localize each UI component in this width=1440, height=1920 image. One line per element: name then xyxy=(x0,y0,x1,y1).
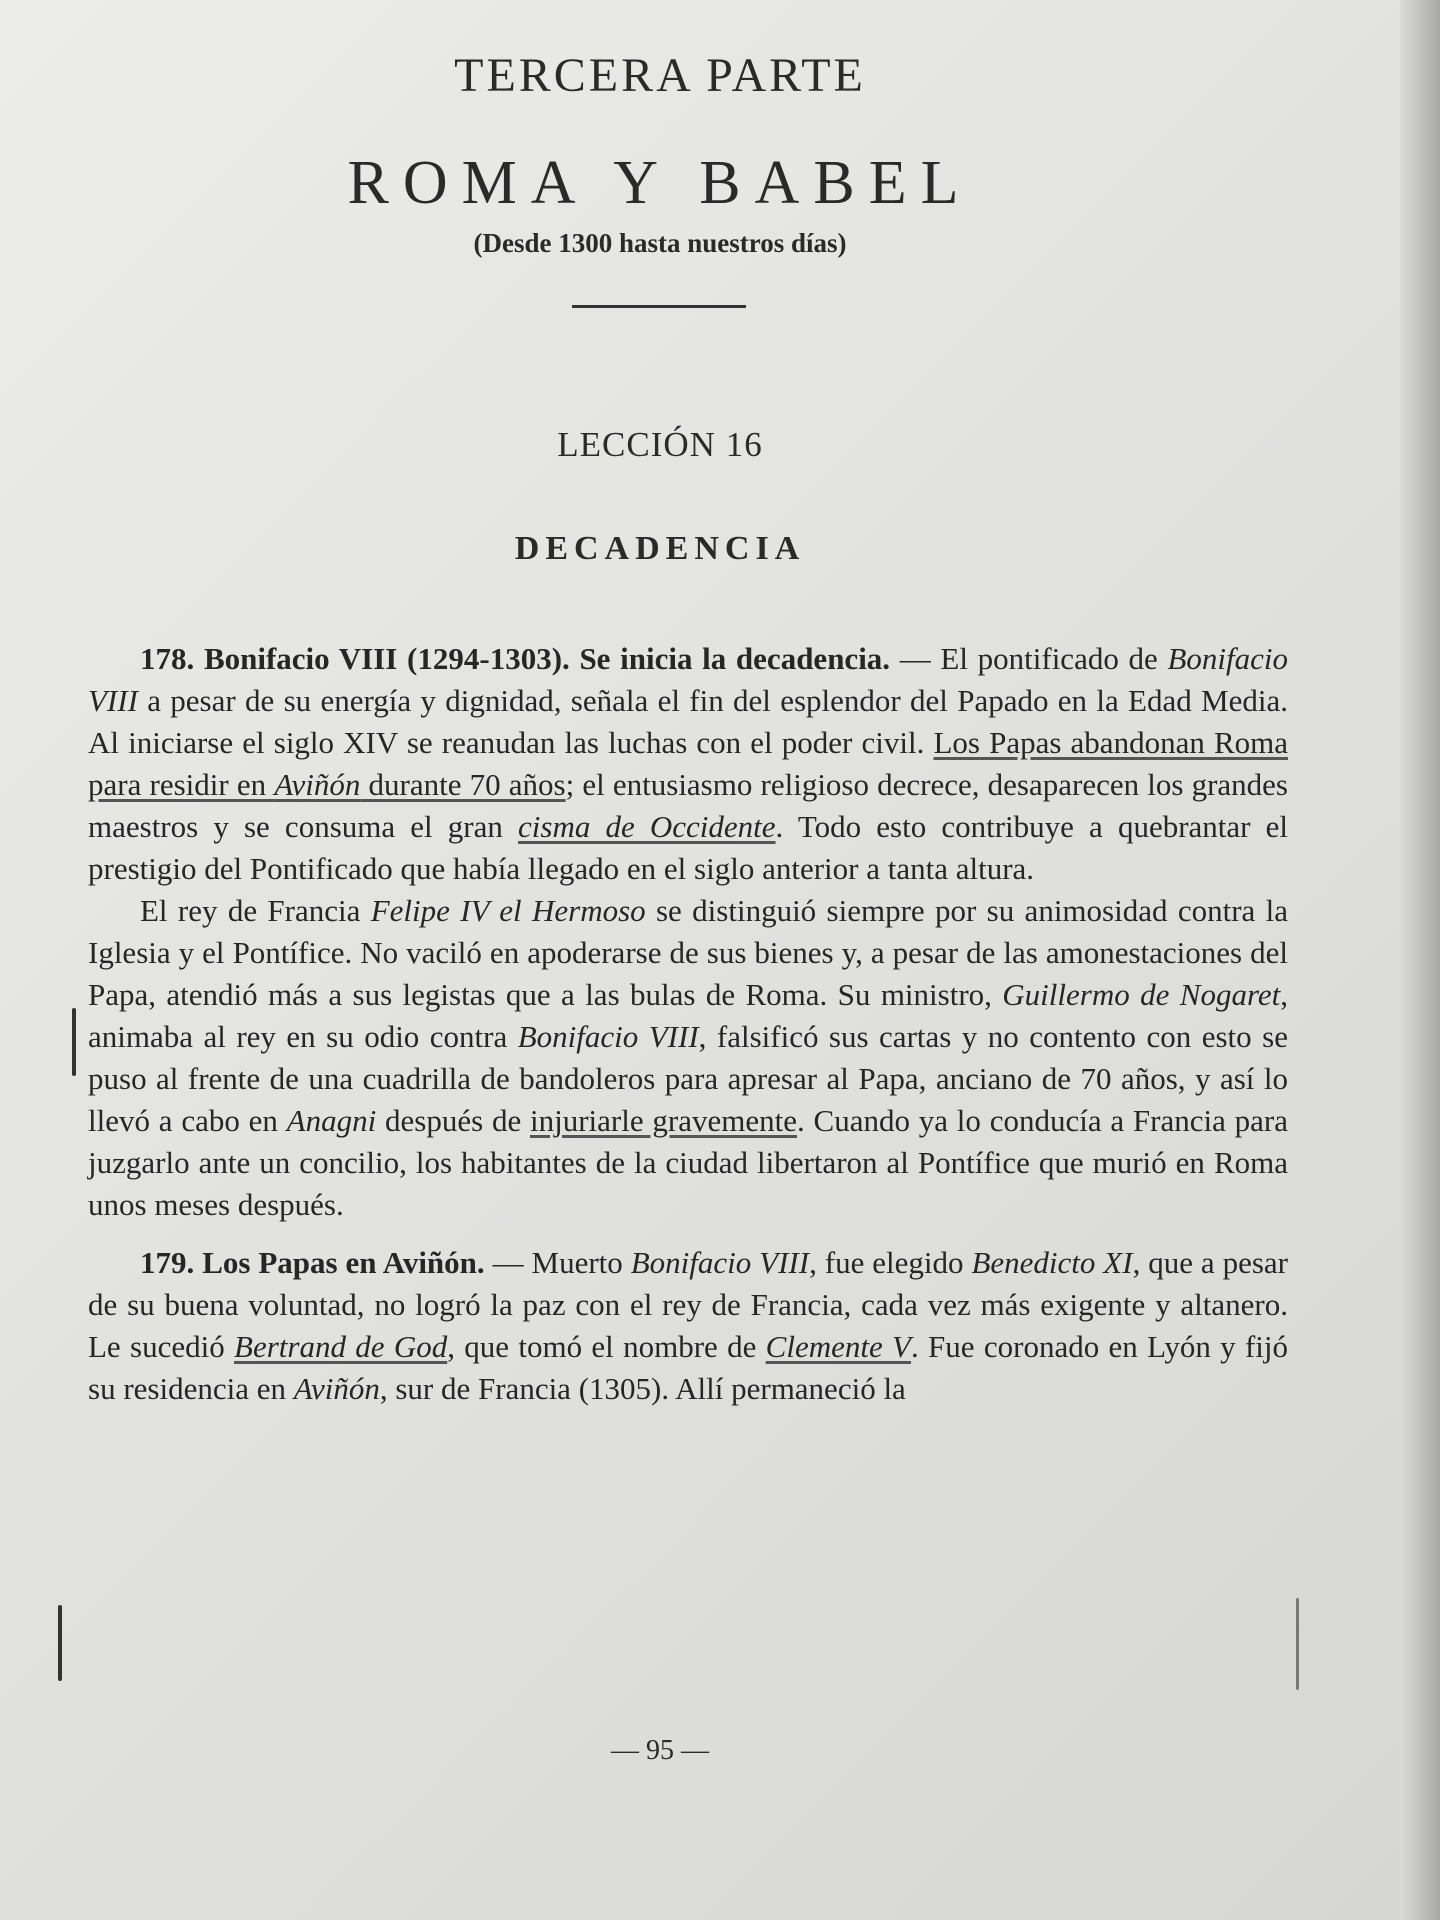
italic-run: Aviñón xyxy=(293,1371,380,1406)
paragraph-178-2 xyxy=(88,890,1288,1226)
italic-underlined-run: Aviñón xyxy=(274,767,361,802)
text-run: , que a pesar de su buena voluntad, no logró la paz con el rey de Francia, cada vez más exigente y altanero. Le sucedió xyxy=(88,1245,1289,1364)
text-run: después de xyxy=(376,1103,530,1138)
underlined-run: durante 70 años xyxy=(360,767,566,802)
text-run: . Fue coronado en Lyón y fijó su residencia en xyxy=(88,1329,1288,1406)
part-title: ROMA Y BABEL xyxy=(347,149,973,217)
underlined-run: injuriarle gravemente xyxy=(530,1103,797,1138)
text-run: , animaba al rey en su odio contra xyxy=(88,977,1288,1054)
margin-pen-mark xyxy=(58,1605,62,1681)
italic-run: Bonifacio VIII xyxy=(88,641,1288,718)
body-text xyxy=(88,638,1288,1410)
section-number: 178. xyxy=(140,641,195,676)
margin-pen-mark xyxy=(72,1008,76,1076)
section-number: 179. xyxy=(140,1245,195,1280)
header-divider xyxy=(572,305,746,308)
underlined-run: Los Papas abandonan Roma para residir en xyxy=(88,725,1288,802)
section-title: Bonifacio VIII (1294-1303). Se inicia la decadencia. xyxy=(203,641,891,676)
text-run: El rey de Francia xyxy=(140,893,371,928)
italic-underlined-run: Clemente V xyxy=(765,1329,911,1364)
lesson-heading: LECCIÓN 16 xyxy=(557,425,763,464)
text-run: ; el entusiasmo religioso decrece, desaparecen los grandes maestros y se consuma el gran xyxy=(88,767,1288,844)
text-run: — Muerto xyxy=(484,1245,631,1280)
italic-run: Bonifacio VIII xyxy=(517,1019,699,1054)
italic-underlined-run: Bertrand de God xyxy=(234,1329,448,1364)
text-run: , falsificó sus cartas y no contento con esto se puso al frente de una cuadrilla de bandoleros para apresar al Papa, anciano de 70 años, y así lo llevó a cabo en xyxy=(88,1019,1288,1138)
section-title: Los Papas en Aviñón. xyxy=(202,1245,485,1280)
italic-underlined-run: cisma de Occidente xyxy=(518,809,776,844)
italic-run: Felipe IV el Hermoso xyxy=(370,893,646,928)
text-run: a pesar de su energía y dignidad, señala el fin del esplendor del Papado en la Edad Media. Al iniciarse el siglo XIV se reanudan las luchas con el poder civil. xyxy=(88,683,1288,760)
italic-run: Anagni xyxy=(286,1103,377,1138)
italic-run: Guillermo de Nogaret xyxy=(1002,977,1281,1012)
paragraph-179 xyxy=(88,1242,1288,1410)
text-run: . Cuando ya lo conducía a Francia para juzgarlo ante un concilio, los habitantes de la ciudad libertaron al Pontífice que murió en Roma unos meses después. xyxy=(88,1103,1289,1222)
paragraph-178-1 xyxy=(88,638,1288,890)
text-run: , que tomó el nombre de xyxy=(447,1329,766,1364)
text-run: , sur de Francia (1305). Allí permaneció la xyxy=(379,1371,906,1406)
page-edge-shadow xyxy=(1400,0,1440,1920)
text-run: , fue elegido xyxy=(809,1245,972,1280)
chapter-title: DECADENCIA xyxy=(514,530,806,567)
italic-run: Benedicto XI xyxy=(971,1245,1133,1280)
text-run: se distinguió siempre por su animosidad contra la Iglesia y el Pontífice. No vaciló en apoderarse de sus bienes y, a pesar de las amonestaciones del Papa, atendió más a sus legistas que a las bulas de Roma. Su ministro, xyxy=(88,893,1288,1012)
italic-run: Bonifacio VIII xyxy=(630,1245,810,1280)
part-heading: TERCERA PARTE xyxy=(454,49,866,102)
page-number: — 95 — xyxy=(611,1735,709,1766)
text-run: — El pontificado de xyxy=(890,641,1168,676)
part-subtitle: (Desde 1300 hasta nuestros días) xyxy=(473,228,847,258)
margin-pen-mark xyxy=(1296,1598,1299,1690)
text-run: . Todo esto contribuye a quebrantar el prestigio del Pontificado que había llegado en el siglo anterior a tanta altura. xyxy=(88,809,1289,886)
